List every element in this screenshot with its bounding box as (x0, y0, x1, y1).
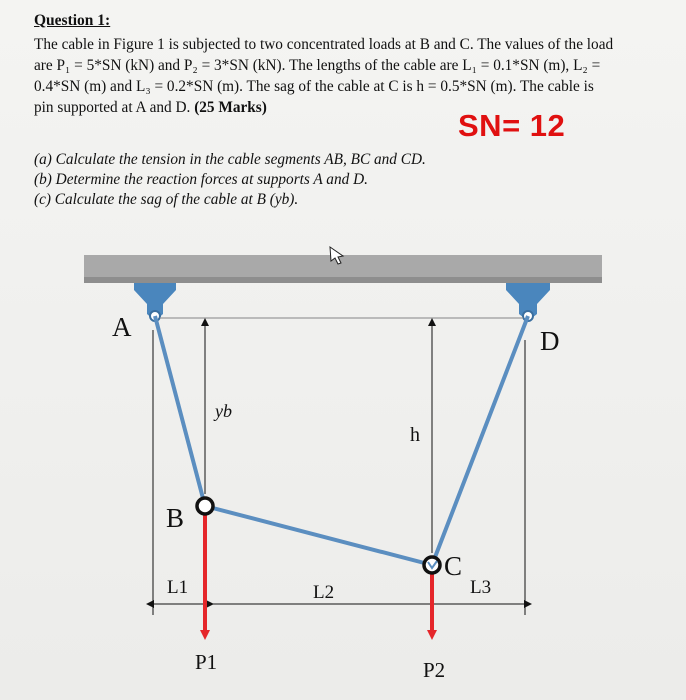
label-b: B (166, 503, 185, 533)
question-line: are P₁ = 5*SN (kN) and P₂ = 3*SN (kN). The lengths of the cable are L₁ = 0.1*SN (m), L₂ = (34, 57, 601, 74)
label-yb: yb (215, 401, 232, 421)
question-marks: (25 Marks) (194, 99, 267, 116)
question-line-text: pin supported at A and D. (34, 99, 191, 116)
question-line: 0.4*SN (m) and L₃ = 0.2*SN (m). The sag of the cable at C is h = 0.5*SN (m). The cable is (34, 78, 594, 95)
question-line: The cable in Figure 1 is subjected to two concentrated loads at B and C. The values of the load (34, 36, 614, 53)
question-title: Question 1: (34, 12, 111, 29)
part-c: (c) Calculate the sag of the cable at B (yb). (34, 191, 299, 208)
ceiling-shadow (84, 277, 602, 283)
cable (155, 316, 528, 565)
label-h: h (410, 424, 420, 446)
joint-c (424, 557, 440, 573)
label-p2: P2 (423, 658, 446, 682)
label-c: C (444, 551, 463, 581)
label-p1: P1 (195, 650, 218, 674)
part-a: (a) Calculate the tension in the cable segments AB, BC and CD. (34, 151, 426, 168)
sn-annotation: SN= 12 (458, 108, 566, 143)
label-l1: L1 (167, 577, 189, 598)
label-d: D (540, 326, 560, 356)
joint-b (197, 498, 213, 514)
part-b: (b) Determine the reaction forces at supports A and D. (34, 171, 368, 188)
label-l2: L2 (313, 582, 335, 603)
ceiling-beam (84, 255, 602, 277)
label-a: A (112, 312, 132, 342)
label-l3: L3 (470, 577, 492, 598)
